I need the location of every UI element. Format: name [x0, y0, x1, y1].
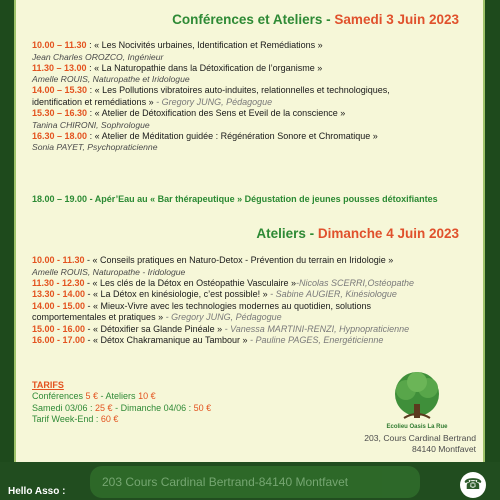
logo-text: Ecolieu Oasis La Rue [386, 424, 448, 430]
list-item: 15.00 - 16.00 - « Détoxifier sa Glande Pinéale » - Vanessa MARTINI-RENZI, Hypnopraticienne [32, 323, 410, 334]
tree-logo [386, 368, 448, 438]
section1-title: Conférences et Ateliers - Samedi 3 Juin 2023 [172, 12, 459, 27]
list-item: 14.00 - 15.00 - « Mieux-Vivre avec les technologies modernes au quotidien, solutions comportementales et pratiques » - Gregory JUNG, Pédagogue [32, 300, 372, 322]
phone-icon[interactable]: ☎ [460, 472, 486, 498]
tarifs-block: TARIFS Conférences 5 € - Ateliers 10 € Samedi 03/06 : 25 € - Dimanche 04/06 : 50 € Tarif Week-End : 60 € [32, 380, 212, 425]
hello-asso-label: Hello Asso : [8, 486, 66, 497]
apero-line: 18.00 – 19.00 - Apér’Eau au « Bar thérapeutique » Dégustation de jeunes pousses détoxifiantes [32, 194, 438, 204]
program-card [14, 0, 485, 462]
list-item: 15.30 – 16.30 : « Atelier de Détoxification des Sens et Eveil de la conscience » Tanina CHIRONI, Sophrologue [32, 108, 346, 130]
list-item: 11.30 - 12.30 - « Les clés de la Détox en Ostéopathie Vasculaire »-Nicolas SCERRI,Ostéopathe [32, 277, 415, 288]
list-item: 10.00 - 11.30 - « Conseils pratiques en Naturo-Detox - Prévention du terrain en Iridologie » Amelle ROUIS, Naturopathe - Iridologue [32, 255, 394, 277]
address: 203, Cours Cardinal Bertrand 84140 Montfavet [364, 433, 476, 454]
bottom-bar [0, 462, 500, 500]
list-item: 16.30 – 18.00 : « Atelier de Méditation guidée : Régénération Sonore et Chromatique » Sonia PAYET, Psychopraticienne [32, 130, 378, 152]
list-item: 14.00 – 15.30 : « Les Pollutions vibratoires auto-induites, relationnelles et technologiques, identification et remédiations » - Gregory JUNG, Pédagogue [32, 85, 390, 107]
tarifs-heading: TARIFS [32, 380, 64, 390]
list-item: 11.30 – 13.00 : « La Naturopathie dans la Détoxification de l’organisme » Amelle ROUIS, Naturopathe et Iridologue [32, 62, 323, 84]
list-item: 16.00 - 17.00 - « Détox Chakramanique au Tambour » - Pauline PAGES, Energéticienne [32, 335, 384, 345]
list-item: 10.00 – 11.30 : « Les Nocivités urbaines, Identification et Remédiations » Jean Charles OROZCO, Ingénieur [32, 40, 323, 62]
section2-title: Ateliers - Dimanche 4 Juin 2023 [256, 226, 459, 241]
list-item: 13.30 - 14.00 - « La Détox en kinésiologie, c’est possible! » - Sabine AUGIER, Kinésiologue [32, 289, 397, 299]
address-banner: 203 Cours Cardinal Bertrand-84140 Montfavet [90, 466, 420, 498]
sunday-schedule [32, 255, 472, 347]
saturday-schedule [32, 40, 472, 153]
